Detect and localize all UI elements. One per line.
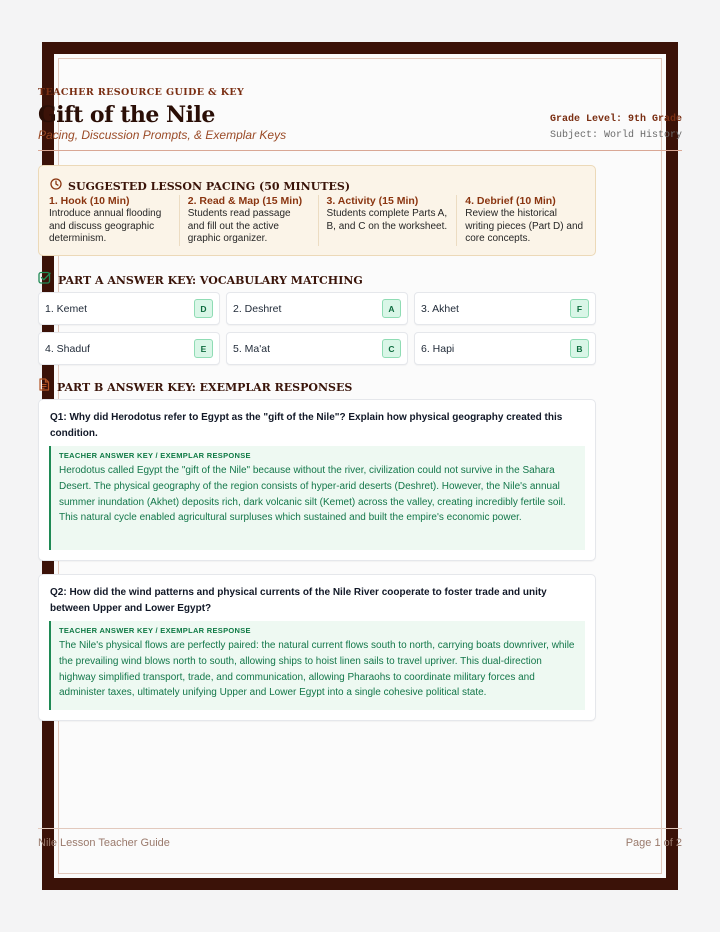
answer-label: TEACHER ANSWER KEY / EXEMPLAR RESPONSE [59, 626, 251, 635]
part-b-header [38, 378, 352, 396]
pacing-header [50, 177, 350, 195]
pacing-panel [38, 165, 596, 256]
answer-label: TEACHER ANSWER KEY / EXEMPLAR RESPONSE [59, 451, 251, 460]
document-icon [38, 378, 50, 396]
vocab-card [414, 332, 596, 365]
clock-icon [50, 177, 62, 195]
part-a-heading: PART A ANSWER KEY: VOCABULARY MATCHING [58, 273, 363, 287]
vocab-card [38, 332, 220, 365]
pacing-step [318, 195, 457, 246]
vocab-term: 6. Hapi [421, 342, 455, 355]
answer-badge: F [570, 299, 589, 318]
vocab-card [38, 292, 220, 325]
vocab-term: 3. Akhet [421, 302, 459, 315]
page-title: Gift of the Nile [38, 102, 215, 128]
pacing-step-title: 1. Hook (10 Min) [49, 195, 130, 207]
footer-title: Nile Lesson Teacher Guide [38, 837, 170, 849]
exemplar-answer [49, 446, 585, 550]
part-a-header [38, 271, 363, 289]
answer-badge: A [382, 299, 401, 318]
question-card-q1 [38, 399, 596, 561]
question-text: Q2: How did the wind patterns and physical currents of the Nile River cooperate to foster trade and unity between Upper and Lower Egypt? [50, 587, 547, 614]
pacing-step-text: Introduce annual flooding and discuss geographic determinism. [49, 208, 162, 244]
subject: Subject: World History [549, 130, 682, 141]
pacing-step [179, 195, 318, 246]
answer-badge: C [382, 339, 401, 358]
pacing-step [456, 195, 587, 246]
question-text: Q1: Why did Herodotus refer to Egypt as the "gift of the Nile"? Explain how physical geography created this condition. [50, 412, 563, 439]
answer-badge: B [570, 339, 589, 358]
answer-badge: E [194, 339, 213, 358]
header-divider [38, 150, 682, 151]
pacing-step-text: Students complete Parts A, B, and C on the worksheet. [326, 208, 448, 232]
pacing-step-title: 4. Debrief (10 Min) [465, 195, 556, 207]
exemplar-answer [49, 621, 585, 710]
pacing-heading: SUGGESTED LESSON PACING (50 MINUTES) [68, 179, 351, 193]
vocab-term: 5. Ma'at [233, 342, 271, 355]
pacing-step-title: 2. Read & Map (15 Min) [187, 195, 303, 207]
vocab-card [414, 292, 596, 325]
question-card-q2 [38, 574, 596, 721]
page-subtitle: Pacing, Discussion Prompts, & Exemplar Keys [38, 128, 287, 142]
page-number: Page 1 of 2 [625, 837, 682, 849]
grade-level: Grade Level: 9th Grade [549, 114, 682, 125]
part-b-heading: PART B ANSWER KEY: EXEMPLAR RESPONSES [57, 380, 353, 394]
vocab-card [226, 332, 408, 365]
eyebrow-label: TEACHER RESOURCE GUIDE & KEY [38, 87, 245, 98]
vocab-term: 2. Deshret [233, 302, 282, 315]
answer-text: The Nile's physical flows are perfectly paired: the natural current flows south to north, carrying boats downriver, while the prevailing wind blows north to south, allowing ships to hoist linen sails to travel upriver. This dual-direction highway simplified transport, trade, and communication, allowing Pharaohs to coordinate military forces and administer taxes, ultimately unifying Upper and Lower Egypt into a single cohesive political state. [59, 640, 575, 699]
answer-text: Herodotus called Egypt the "gift of the Nile" because without the river, civilization could not survive in the Sahara Desert. The physical geography of the region consists of hyper-arid deserts (Deshret). However, the Nile's annual summer inundation (Akhet) deposits rich, dark volcanic silt (Kemet) across the valley, creating incredibly fertile soil. This natural cycle enabled agricultural surpluses which sustained and built the empire's economic power. [59, 465, 566, 524]
vocab-term: 1. Kemet [45, 302, 88, 315]
vocabulary-grid [38, 292, 596, 365]
footer-divider [38, 828, 682, 829]
pacing-step [49, 195, 179, 246]
pacing-step-text: Students read passage and fill out the active graphic organizer. [187, 208, 291, 244]
vocab-term: 4. Shaduf [45, 342, 90, 355]
pacing-step-text: Review the historical writing pieces (Part D) and core concepts. [465, 208, 584, 244]
checkbox-icon [38, 271, 51, 289]
pacing-step-title: 3. Activity (15 Min) [326, 195, 419, 207]
answer-badge: D [194, 299, 213, 318]
pacing-steps [49, 195, 587, 246]
vocab-card [226, 292, 408, 325]
